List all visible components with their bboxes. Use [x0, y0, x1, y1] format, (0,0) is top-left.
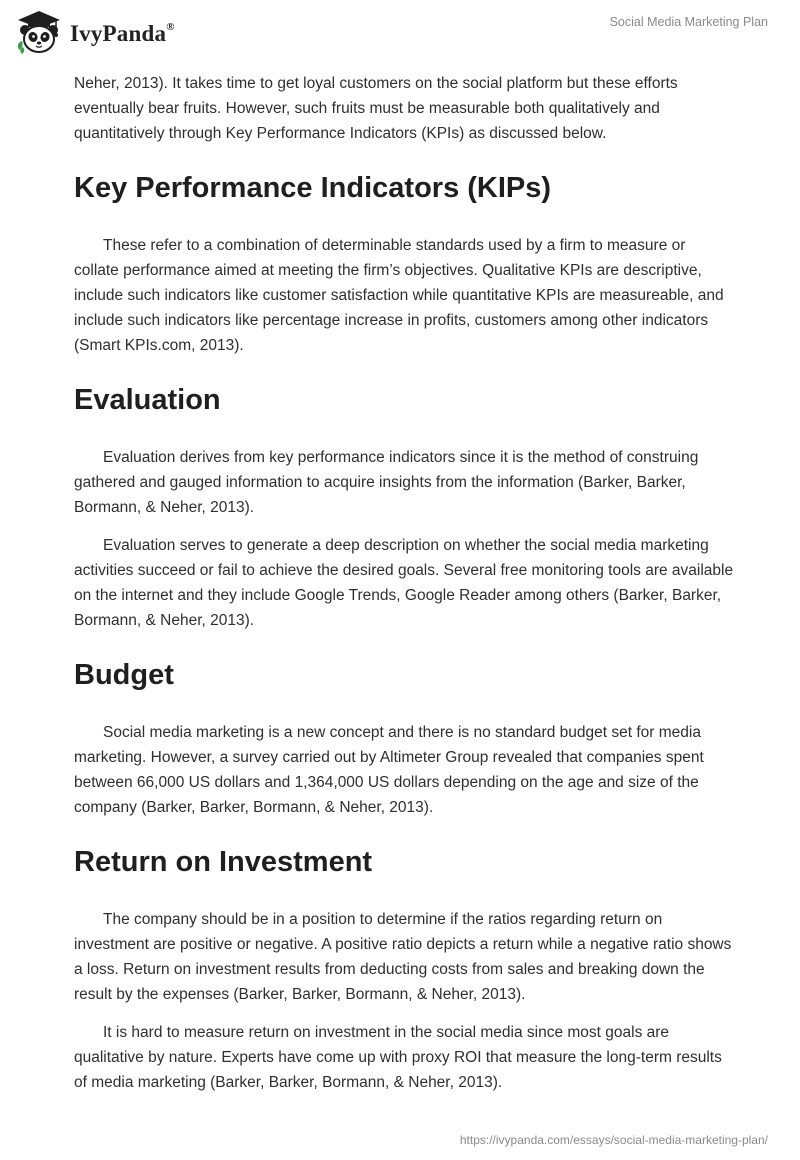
source-url[interactable]: https://ivypanda.com/essays/social-media-marketing-plan/ — [459, 1133, 768, 1147]
intro-paragraph: Neher, 2013). It takes time to get loyal customers on the social platform but these efforts eventually bear fruits. However, such fruits must be measurable both qualitatively and quantitatively through Key Performance Indicators (KPIs) as discussed below. — [74, 75, 678, 142]
evaluation-paragraph-1: Evaluation derives from key performance indicators since it is the method of construing gathered and gauged information to acquire insights from the information (Barker, Barker, Bormann, & Neher, 2013). — [74, 449, 699, 516]
panda-graduate-icon — [14, 8, 64, 58]
document-title: Social Media Marketing Plan — [609, 15, 768, 29]
section-heading-evaluation: Evaluation — [74, 384, 221, 416]
brand-logo[interactable] — [14, 8, 175, 58]
page-header — [0, 0, 800, 62]
brand-name: IvyPanda® — [70, 21, 175, 46]
evaluation-paragraph-2: Evaluation serves to generate a deep description on whether the social media marketing activities succeed or fail to achieve the desired goals. Several free monitoring tools are available on the internet and they include Google Trends, Google Reader among others (Barker, Barker, Bormann, & Neher, 2013). — [74, 537, 734, 629]
section-heading-roi: Return on Investment — [74, 846, 373, 878]
section-heading-budget: Budget — [74, 659, 174, 691]
roi-paragraph-1: The company should be in a position to determine if the ratios regarding return on investment are positive or negative. A positive ratio depicts a return while a negative ratio shows a loss. Return on investment results from deducting costs from sales and breaking down the result by the expenses (Barker, Barker, Bormann, & Neher, 2013). — [74, 911, 732, 1003]
kpis-paragraph: These refer to a combination of determinable standards used by a firm to measure or collate performance aimed at meeting the firm’s objectives. Qualitative KPIs are descriptive, include such indicators like customer satisfaction while quantitative KPIs are measureable, and include such indicators like percentage increase in profits, customers among other indicators (Smart KPIs.com, 2013). — [74, 237, 724, 354]
essay-body — [74, 71, 734, 1108]
section-heading-kpis: Key Performance Indicators (KIPs) — [74, 172, 552, 204]
budget-paragraph: Social media marketing is a new concept and there is no standard budget set for media marketing. However, a survey carried out by Altimeter Group revealed that companies spent between 66,000 US dollars and 1,364,000 US dollars depending on the age and size of the company (Barker, Barker, Bormann, & Neher, 2013). — [74, 724, 704, 816]
roi-paragraph-2: It is hard to measure return on investment in the social media since most goals are qualitative by nature. Experts have come up with proxy ROI that measure the long-term results of media marketing (Barker, Barker, Bormann, & Neher, 2013). — [74, 1024, 722, 1091]
